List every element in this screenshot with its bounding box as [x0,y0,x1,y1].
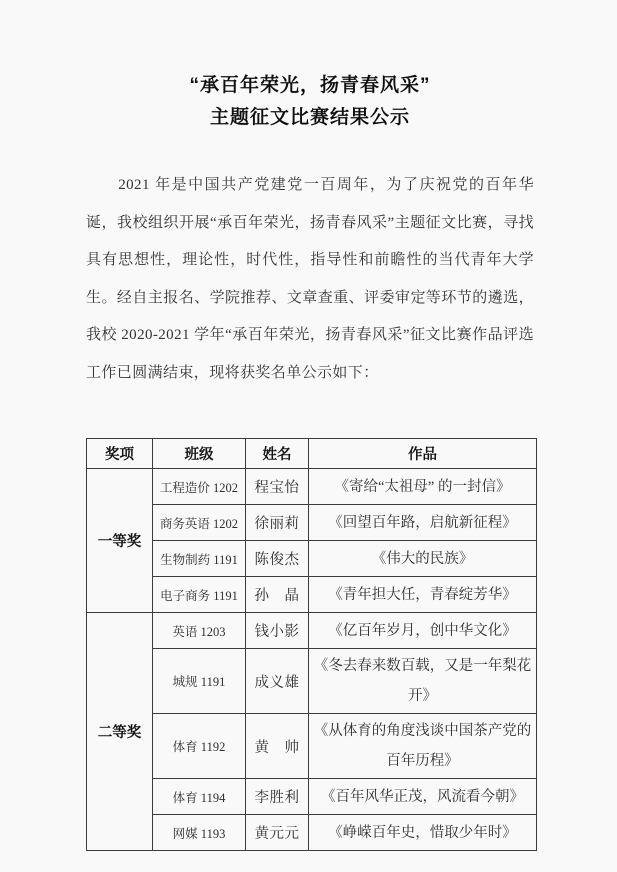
award-group-second-prize: 二等奖 [87,613,153,851]
class-cell: 生物制药 1191 [153,541,246,577]
table-row [87,613,537,649]
award-group-first-prize: 一等奖 [87,469,153,613]
table-header-row [87,439,537,469]
title-line-2: 主题征文比赛结果公示 [209,107,410,128]
name-cell: 黄 帅 [246,714,309,779]
work-cell: 《寄给“太祖母” 的一封信》 [309,469,537,505]
work-cell: 《从体育的角度浅谈中国茶产党的百年历程》 [309,714,537,779]
work-cell: 《百年风华正茂，风流看今朝》 [309,779,537,815]
work-cell: 《回望百年路，启航新征程》 [309,505,537,541]
work-cell: 《冬去春来数百载，又是一年梨花开》 [309,649,537,714]
class-cell: 网媒 1193 [153,815,246,851]
header-award: 奖项 [87,439,153,469]
work-cell: 《伟大的民族》 [309,541,537,577]
name-cell: 黄元元 [246,815,309,851]
class-cell: 城规 1191 [153,649,246,714]
table-row [87,469,537,505]
name-cell: 孙 晶 [246,577,309,613]
work-cell: 《亿百年岁月，创中华文化》 [309,613,537,649]
header-work: 作品 [309,439,537,469]
document-title [86,70,534,134]
announcement-paragraph: 2021 年是中国共产党建党一百周年，为了庆祝党的百年华诞，我校组织开展“承百年荣光，扬青春风采”主题征文比赛，寻找具有思想性，理论性，时代性，指导性和前瞻性的当代青年大学生。经自主报名、学院推荐、文章查重、评委审定等环节的遴选，我校 2020-2021 学年“承百年荣光，扬青春风采”征文比赛作品评选工作已圆满结束，现将获奖名单公示如下： [86,177,534,381]
header-name: 姓名 [246,439,309,469]
class-cell: 英语 1203 [153,613,246,649]
class-cell: 体育 1194 [153,779,246,815]
class-cell: 商务英语 1202 [153,505,246,541]
name-cell: 钱小影 [246,613,309,649]
class-cell: 电子商务 1191 [153,577,246,613]
table-row [87,577,537,613]
name-cell: 成义雄 [246,649,309,714]
award-results-table [86,438,537,851]
work-cell: 《青年担大任，青春绽芳华》 [309,577,537,613]
table-row [87,541,537,577]
table-row [87,779,537,815]
work-cell: 《峥嵘百年史，惜取少年时》 [309,815,537,851]
name-cell: 李胜利 [246,779,309,815]
table-row [87,649,537,714]
class-cell: 体育 1192 [153,714,246,779]
table-row [87,714,537,779]
name-cell: 程宝怡 [246,469,309,505]
title-line-1: “承百年荣光，扬青春风采” [189,75,431,96]
header-class: 班级 [153,439,246,469]
table-row [87,505,537,541]
name-cell: 陈俊杰 [246,541,309,577]
class-cell: 工程造价 1202 [153,469,246,505]
name-cell: 徐丽莉 [246,505,309,541]
table-row [87,815,537,851]
